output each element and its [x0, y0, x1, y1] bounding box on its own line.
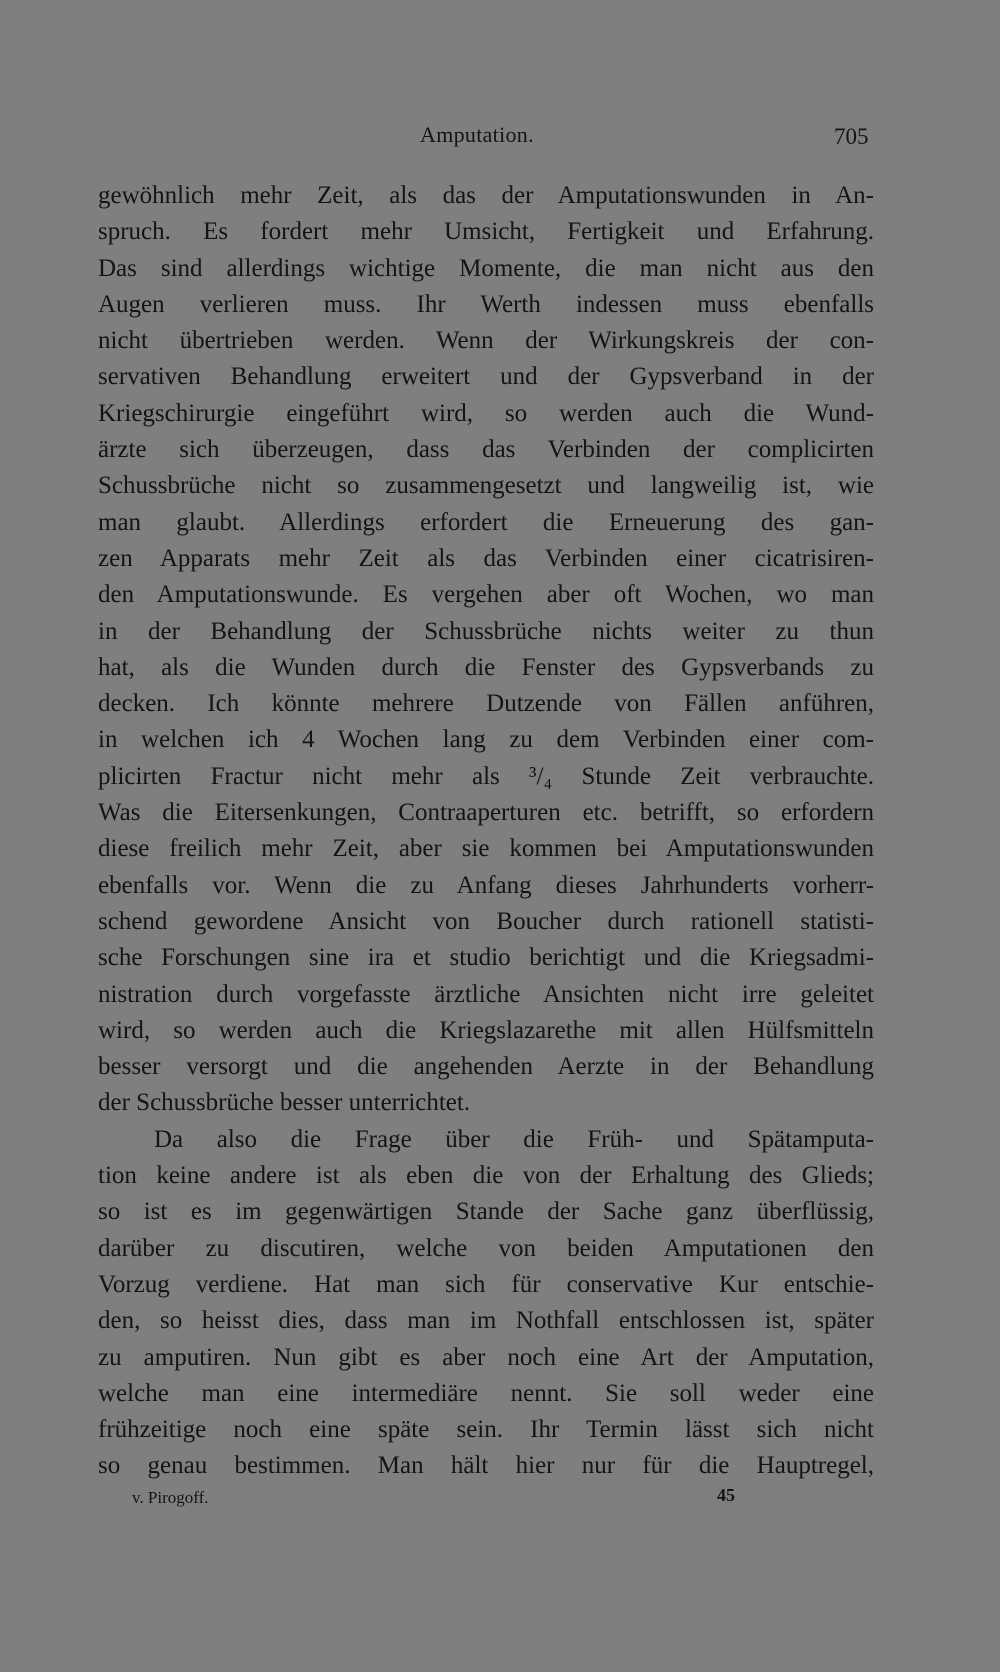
text-line: gewöhnlich mehr Zeit, als das der Amputationswunden in An- — [98, 182, 874, 209]
text-line: spruch. Es fordert mehr Umsicht, Fertigkeit und Erfahrung. — [98, 218, 874, 246]
text-line: in welchen ich 4 Wochen lang zu dem Verbinden einer com- — [98, 726, 874, 754]
text-line: so genau bestimmen. Man hält hier nur für die Hauptregel, — [98, 1452, 874, 1480]
page-number: 705 — [834, 124, 869, 149]
text-line: tion keine andere ist als eben die von der Erhaltung des Glieds; — [98, 1162, 874, 1190]
text-line: den Amputationswunde. Es vergehen aber oft Wochen, wo man — [98, 581, 874, 609]
text-line: in der Behandlung der Schussbrüche nichts weiter zu thun — [98, 617, 874, 645]
text-line: servativen Behandlung erweitert und der Gypsverband in der — [98, 363, 874, 391]
text-line: den, so heisst dies, dass man im Nothfall entschlossen ist, später — [98, 1307, 874, 1335]
text-line: schend gewordene Ansicht von Boucher durch rationell statisti- — [98, 907, 874, 935]
body-text — [98, 178, 874, 1485]
text-line: hat, als die Wunden durch die Fenster des Gypsverbands zu — [98, 653, 874, 681]
text-line: frühzeitige noch eine späte sein. Ihr Termin lässt sich nicht — [98, 1416, 874, 1444]
text-line: Was die Eitersenkungen, Contraaperturen etc. betrifft, so erfordern — [98, 799, 874, 827]
text-line: nicht übertrieben werden. Wenn der Wirkungskreis der con- — [98, 327, 874, 355]
paragraph-1 — [98, 178, 874, 1122]
text-line: darüber zu discutiren, welche von beiden Amputationen den — [98, 1234, 874, 1262]
sheet-signature-mark: 45 — [717, 1485, 735, 1505]
text-line: Kriegschirurgie eingeführt wird, so werden auch die Wund- — [98, 399, 874, 427]
text-line: zen Apparats mehr Zeit als das Verbinden einer cicatrisiren- — [98, 544, 874, 572]
text-line: besser versorgt und die angehenden Aerzte in der Behandlung — [98, 1053, 874, 1081]
text-line: ebenfalls vor. Wenn die zu Anfang dieses Jahrhunderts vorherr- — [98, 871, 874, 899]
text-line: Vorzug verdiene. Hat man sich für conservative Kur entschie- — [98, 1270, 874, 1298]
text-line: so ist es im gegenwärtigen Stande der Sache ganz überflüssig, — [98, 1198, 874, 1226]
text-line: zu amputiren. Nun gibt es aber noch eine Art der Amputation, — [98, 1343, 874, 1371]
text-line: diese freilich mehr Zeit, aber sie kommen bei Amputationswunden — [98, 835, 874, 863]
text-line: ärzte sich überzeugen, dass das Verbinden der complicirten — [98, 436, 874, 464]
text-line: man glaubt. Allerdings erfordert die Erneuerung des gan- — [98, 508, 874, 536]
text-line: Augen verlieren muss. Ihr Werth indessen muss ebenfalls — [98, 290, 874, 318]
text-line: Da also die Frage über die Früh- und Spätamputa- — [154, 1125, 874, 1153]
text-line: decken. Ich könnte mehrere Dutzende von Fällen anführen, — [98, 690, 874, 718]
text-line: welche man eine intermediäre nennt. Sie soll weder eine — [98, 1379, 874, 1407]
text-line: Das sind allerdings wichtige Momente, die man nicht aus den — [98, 254, 874, 282]
footer-signature: v. Pirogoff. — [132, 1488, 209, 1507]
text-line: der Schussbrüche besser unterrichtet. — [98, 1089, 471, 1117]
running-title: Amputation. — [420, 122, 534, 147]
text-line: sche Forschungen sine ira et studio berichtigt und die Kriegsadmi- — [98, 944, 874, 972]
text-line: nistration durch vorgefasste ärztliche Ansichten nicht irre geleitet — [98, 980, 874, 1008]
paragraph-2 — [98, 1122, 874, 1485]
text-line: wird, so werden auch die Kriegslazarethe mit allen Hülfsmitteln — [98, 1016, 874, 1044]
text-line: Schussbrüche nicht so zusammengesetzt und langweilig ist, wie — [98, 472, 874, 500]
text-line: plicirten Fractur nicht mehr als ³/₄ Stunde Zeit verbrauchte. — [98, 762, 874, 790]
